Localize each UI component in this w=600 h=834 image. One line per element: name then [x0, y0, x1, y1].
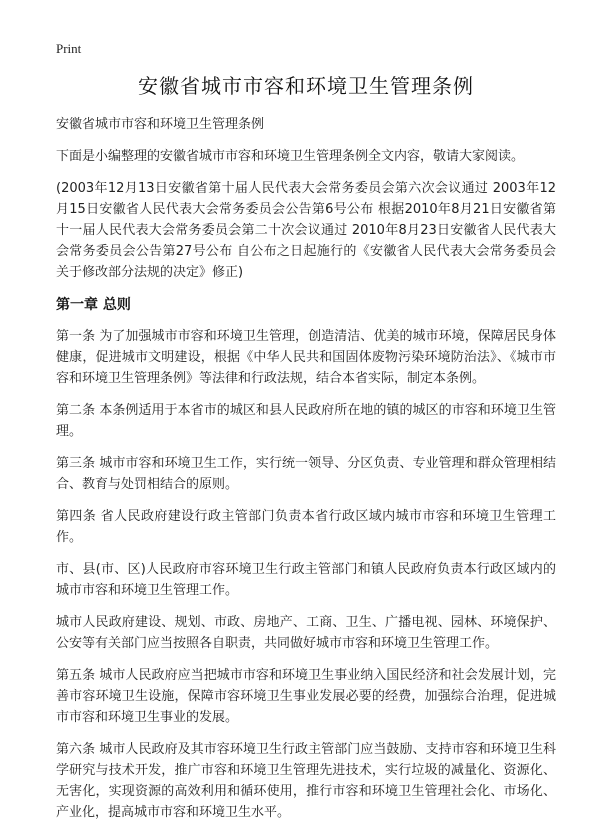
document-title: 安徽省城市市容和环境卫生管理条例	[138, 74, 474, 98]
history-paragraph: (2003年12月13日安徽省第十届人民代表大会常务委员会第六次会议通过 2003年12月15日安徽省人民代表大会常务委员会公告第6号公布 根据2010年8月21日安徽省第十一届人民代表大会常务委员会第二十次会议通过 2010年8月23日安徽省人民代表大会常务委员会公告第27号公布 自公布之日起施行的《安徽省人民代表大会常务委员会关于修改部分法规的决定》修正)	[56, 181, 556, 280]
article-4-paragraph-3: 城市人民政府建设、规划、市政、房地产、工商、卫生、广播电视、园林、环境保护、公安等有关部门应当按照各自职责，共同做好城市市容和环境卫生管理工作。	[56, 615, 556, 651]
article-5: 第五条 城市人民政府应当把城市市容和环境卫生事业纳入国民经济和社会发展计划，完善市容环境卫生设施，保障市容环境卫生事业发展必要的经费，加强综合治理，促进城市市容和环境卫生事业的发展。	[56, 668, 556, 725]
article-1: 第一条 为了加强城市市容和环境卫生管理，创造清洁、优美的城市环境，保障居民身体健康，促进城市文明建设，根据《中华人民共和国固体废物污染环境防治法》、《城市市容和环境卫生管理条例》等法律和行政法规，结合本省实际，制定本条例。	[56, 329, 556, 386]
article-6: 第六条 城市人民政府及其市容环境卫生行政主管部门应当鼓励、支持市容和环境卫生科学研究与技术开发，推广市容和环境卫生管理先进技术，实行垃圾的减量化、资源化、无害化，实现资源的高效利用和循环使用，推行市容和环境卫生管理社会化、市场化、产业化，提高城市市容和环境卫生水平。	[56, 742, 556, 820]
chapter-heading: 第一章 总则	[56, 297, 131, 313]
document-page	[56, 40, 556, 834]
article-4: 第四条 省人民政府建设行政主管部门负责本省行政区域内城市市容和环境卫生管理工作。	[56, 509, 556, 545]
document-subtitle: 安徽省城市市容和环境卫生管理条例	[56, 117, 265, 132]
article-3: 第三条 城市市容和环境卫生工作，实行统一领导、分区负责、专业管理和群众管理相结合、教育与处罚相结合的原则。	[56, 456, 556, 492]
article-4-paragraph-2: 市、县(市、区)人民政府市容环境卫生行政主管部门和镇人民政府负责本行政区域内的城市市容和环境卫生管理工作。	[56, 562, 556, 598]
print-label: Print	[56, 41, 82, 56]
intro-paragraph: 下面是小编整理的安徽省城市市容和环境卫生管理条例全文内容，敬请大家阅读。	[56, 149, 525, 164]
article-2: 第二条 本条例适用于本省市的城区和县人民政府所在地的镇的城区的市容和环境卫生管理。	[56, 403, 556, 439]
